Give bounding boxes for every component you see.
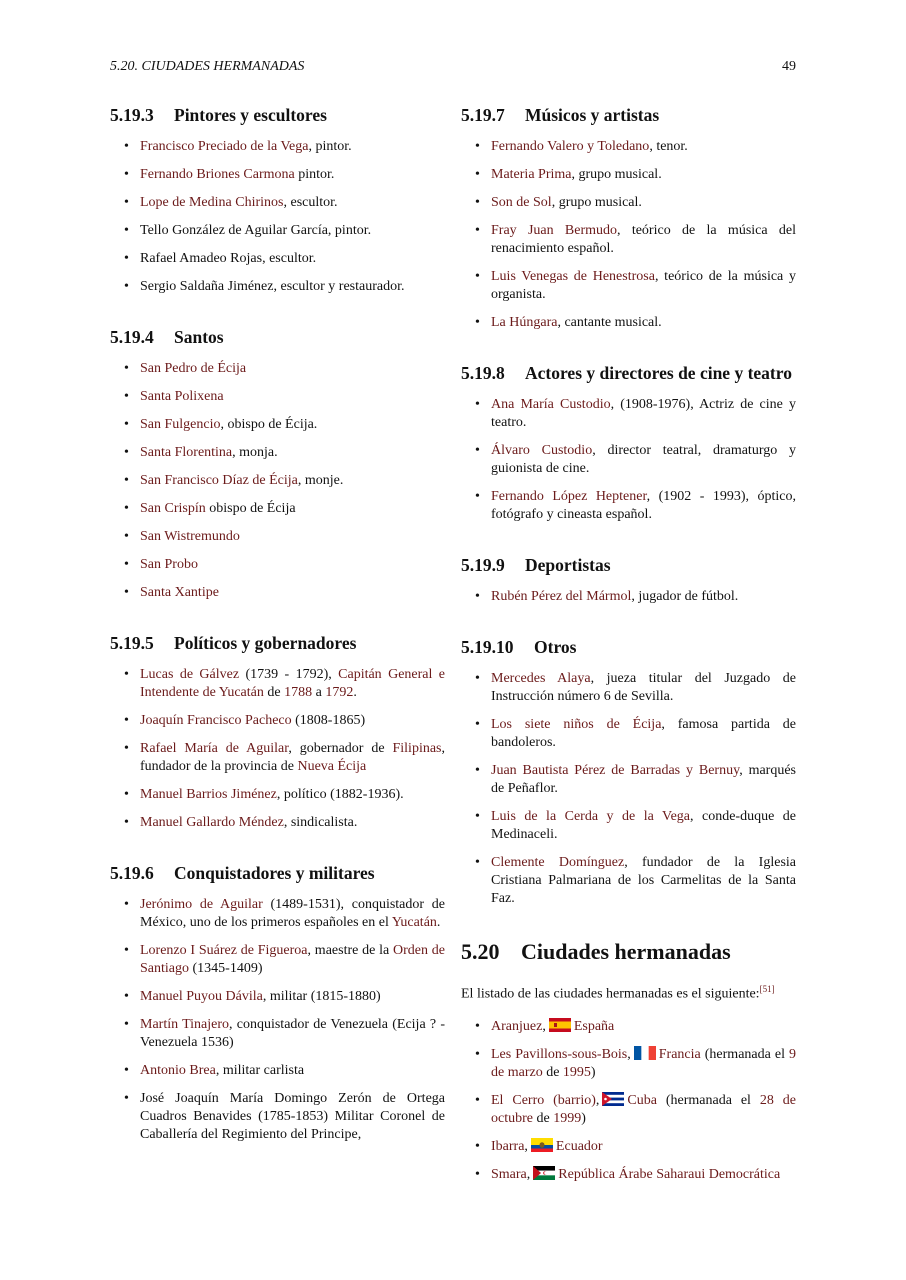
list-item: • Manuel Barrios Jiménez, político (1882-1936).: [110, 786, 445, 804]
section-heading: 5.19.4 Santos: [110, 327, 224, 347]
actors-list: [461, 396, 796, 524]
person-link[interactable]: San Pedro de Écija: [140, 361, 247, 376]
twin-cities-list: [461, 1018, 796, 1184]
running-header: [110, 59, 796, 75]
section-heading: 5.19.7 Músicos y artistas: [461, 105, 660, 125]
person-link[interactable]: Joaquín Francisco Pacheco: [140, 713, 292, 728]
list-item: • Joaquín Francisco Pacheco (1808-1865): [110, 712, 445, 730]
ecuador-flag-icon: [531, 1138, 553, 1152]
list-item: • San Crispín obispo de Écija: [110, 500, 445, 518]
list-item: [110, 528, 445, 546]
section-heading: 5.19.3 Pintores y escultores: [110, 105, 327, 125]
city-link[interactable]: Smara: [491, 1166, 527, 1182]
person-link[interactable]: Ana María Custodio: [491, 397, 611, 412]
person-link[interactable]: Fernando López Heptener: [491, 489, 647, 504]
place-link[interactable]: Filipinas: [392, 741, 442, 756]
list-item: • Santa Florentina, monja.: [110, 444, 445, 462]
person-link[interactable]: Fray Juan Bermudo: [491, 223, 618, 238]
person-link[interactable]: Manuel Barrios Jiménez: [140, 787, 277, 802]
list-item: • José Joaquín María Domingo Zerón de Ortega Cuadros Benavides (1785-1853) Militar Coronel de Caballería del Regimiento del Principe,: [110, 1090, 445, 1144]
person-link[interactable]: San Fulgencio: [140, 417, 221, 432]
right-column: [461, 104, 796, 1194]
person-link[interactable]: Antonio Brea: [140, 1063, 216, 1078]
list-item: • San Fulgencio, obispo de Écija.: [110, 416, 445, 434]
person-link[interactable]: Santa Xantipe: [140, 585, 219, 600]
order-link[interactable]: Orden de Santiago: [140, 943, 446, 976]
city-link[interactable]: Aranjuez: [491, 1018, 543, 1034]
list-item: • Juan Bautista Pérez de Barradas y Bernuy, marqués de Peñaflor.: [461, 762, 796, 798]
list-item: • Rubén Pérez del Mármol, jugador de fútbol.: [461, 588, 796, 606]
sahrawi-flag-icon: [533, 1166, 555, 1180]
list-item: [110, 556, 445, 574]
place-link[interactable]: Yucatán: [391, 915, 437, 930]
politicians-list: [110, 666, 445, 832]
list-item: • Los siete niños de Écija, famosa partida de bandoleros.: [461, 716, 796, 752]
person-link[interactable]: San Probo: [140, 557, 198, 572]
list-item: • El Cerro (barrio), Cuba (hermanada el 28 de octubre de 1999): [461, 1092, 796, 1128]
title-link[interactable]: Capitán General e Intendente de Yucatán: [140, 667, 445, 700]
person-link[interactable]: San Francisco Díaz de Écija: [140, 473, 298, 488]
sports-list: [461, 588, 796, 606]
spain-flag-icon: [549, 1018, 571, 1032]
date-link[interactable]: 28 de octubre: [491, 1092, 796, 1126]
france-flag-icon: [634, 1046, 656, 1060]
city-link[interactable]: Les Pavillons-sous-Bois: [491, 1046, 628, 1062]
list-item: • Jerónimo de Aguilar (1489-1531), conquistador de México, uno de los primeros españoles en el Yucatán.: [110, 896, 445, 932]
group-link[interactable]: Son de Sol: [491, 195, 552, 210]
list-item: • San Francisco Díaz de Écija, monje.: [110, 472, 445, 490]
person-link[interactable]: San Crispín: [140, 501, 206, 516]
conquistadors-list: [110, 896, 445, 1144]
list-item: • Manuel Puyou Dávila, militar (1815-1880): [110, 988, 445, 1006]
person-link[interactable]: Luis Venegas de Henestrosa: [491, 269, 655, 284]
year-link[interactable]: 1995: [562, 1064, 591, 1080]
person-link[interactable]: Luis de la Cerda y de la Vega: [491, 809, 691, 824]
left-column: [110, 104, 445, 1174]
list-item: • Tello González de Aguilar García, pintor.: [110, 222, 445, 240]
others-list: [461, 670, 796, 908]
list-item: • Luis Venegas de Henestrosa, teórico de la música y organista.: [461, 268, 796, 304]
section-heading: 5.19.10 Otros: [461, 637, 577, 657]
intro-paragraph: El listado de las ciudades hermanadas es el siguiente:[51]: [461, 984, 775, 1002]
list-item: • Manuel Gallardo Méndez, sindicalista.: [110, 814, 445, 832]
list-item: • Smara, República Árabe Saharaui Democrática: [461, 1166, 796, 1184]
city-link[interactable]: El Cerro (barrio): [491, 1092, 596, 1108]
list-item: • La Húngara, cantante musical.: [461, 314, 796, 332]
place-link[interactable]: Nueva Écija: [297, 759, 367, 774]
year-link[interactable]: 1788: [284, 685, 313, 700]
country-link[interactable]: España: [573, 1018, 615, 1034]
list-item: [110, 388, 445, 406]
citation-link[interactable]: [51]: [759, 984, 775, 994]
section-heading: 5.19.9 Deportistas: [461, 555, 611, 575]
person-link[interactable]: San Wistremundo: [140, 529, 240, 544]
painters-list: [110, 138, 445, 296]
year-link[interactable]: 1792: [325, 685, 354, 700]
list-item: • Francisco Preciado de la Vega, pintor.: [110, 138, 445, 156]
list-item: • Luis de la Cerda y de la Vega, conde-duque de Medinaceli.: [461, 808, 796, 844]
person-link[interactable]: Álvaro Custodio: [491, 443, 593, 458]
list-item: [110, 584, 445, 602]
person-link[interactable]: La Húngara: [491, 315, 558, 330]
list-item: • Fernando Briones Carmona pintor.: [110, 166, 445, 184]
list-item: • Materia Prima, grupo musical.: [461, 166, 796, 184]
person-link[interactable]: Martín Tinajero: [140, 1017, 230, 1032]
person-link[interactable]: Rafael María de Aguilar: [140, 741, 289, 756]
section-heading: 5.19.5 Políticos y gobernadores: [110, 633, 357, 653]
country-link[interactable]: Francia: [658, 1046, 701, 1062]
list-item: • Antonio Brea, militar carlista: [110, 1062, 445, 1080]
date-link[interactable]: 9 de marzo: [491, 1046, 796, 1080]
person-link[interactable]: Lope de Medina Chirinos: [140, 195, 284, 210]
person-link[interactable]: Jerónimo de Aguilar: [140, 897, 263, 912]
cuba-flag-icon: [602, 1092, 624, 1106]
group-link[interactable]: Los siete niños de Écija: [491, 717, 662, 732]
section-heading: 5.19.8 Actores y directores de cine y teatro: [461, 363, 792, 383]
page-number: 49: [782, 59, 796, 74]
person-link[interactable]: Fernando Briones Carmona: [140, 167, 295, 182]
section-heading-major: 5.20 Ciudades hermanadas: [461, 939, 731, 964]
person-link[interactable]: Manuel Gallardo Méndez: [140, 815, 284, 830]
country-link[interactable]: Cuba: [627, 1092, 657, 1108]
list-item: • Les Pavillons-sous-Bois, Francia (hermanada el 9 de marzo de 1995): [461, 1046, 796, 1082]
list-item: • Álvaro Custodio, director teatral, dramaturgo y guionista de cine.: [461, 442, 796, 478]
person-link[interactable]: Francisco Preciado de la Vega: [140, 139, 309, 154]
list-item: • Ana María Custodio, (1908-1976), Actriz de cine y teatro.: [461, 396, 796, 432]
list-item: • Lorenzo I Suárez de Figueroa, maestre de la Orden de Santiago (1345-1409): [110, 942, 445, 978]
saints-list: [110, 360, 445, 602]
list-item: • Sergio Saldaña Jiménez, escultor y restaurador.: [110, 278, 445, 296]
person-link[interactable]: Santa Florentina: [140, 445, 233, 460]
person-link[interactable]: Clemente Domínguez: [491, 855, 625, 870]
person-link[interactable]: Manuel Puyou Dávila: [140, 989, 263, 1004]
list-item: • Ibarra, Ecuador: [461, 1138, 796, 1156]
list-item: • Fernando Valero y Toledano, tenor.: [461, 138, 796, 156]
list-item: • Lope de Medina Chirinos, escultor.: [110, 194, 445, 212]
list-item: • Clemente Domínguez, fundador de la Iglesia Cristiana Palmariana de los Carmelitas de la Santa Faz.: [461, 854, 796, 908]
list-item: • Son de Sol, grupo musical.: [461, 194, 796, 212]
person-link[interactable]: Mercedes Alaya: [491, 671, 591, 686]
year-link[interactable]: 1999: [553, 1110, 582, 1126]
list-item: • Mercedes Alaya, jueza titular del Juzgado de Instrucción número 6 de Sevilla.: [461, 670, 796, 706]
list-item: • Aranjuez, España: [461, 1018, 796, 1036]
running-title: 5.20. CIUDADES HERMANADAS: [110, 59, 305, 74]
person-link[interactable]: Fernando Valero y Toledano: [491, 139, 650, 154]
list-item: • Martín Tinajero, conquistador de Venezuela (Ecija ? - Venezuela 1536): [110, 1016, 445, 1052]
musicians-list: [461, 138, 796, 332]
country-link[interactable]: Ecuador: [555, 1138, 603, 1154]
list-item: [110, 360, 445, 378]
section-heading: 5.19.6 Conquistadores y militares: [110, 863, 375, 883]
list-item: • Rafael María de Aguilar, gobernador de Filipinas, fundador de la provincia de Nueva Écija: [110, 740, 445, 776]
list-item: • Fray Juan Bermudo, teórico de la música del renacimiento español.: [461, 222, 796, 258]
country-link[interactable]: República Árabe Saharaui Democrática: [558, 1166, 781, 1182]
group-link[interactable]: Materia Prima: [491, 167, 572, 182]
person-link[interactable]: Lorenzo I Suárez de Figueroa: [140, 943, 308, 958]
city-link[interactable]: Ibarra: [491, 1138, 525, 1154]
list-item: • Fernando López Heptener, (1902 - 1993), óptico, fotógrafo y cineasta español.: [461, 488, 796, 524]
person-link[interactable]: Lucas de Gálvez: [140, 667, 240, 682]
list-item: • Lucas de Gálvez (1739 - 1792), Capitán General e Intendente de Yucatán de 1788 a 1792.: [110, 666, 445, 702]
person-link[interactable]: Juan Bautista Pérez de Barradas y Bernuy: [491, 763, 740, 778]
list-item: • Rafael Amadeo Rojas, escultor.: [110, 250, 445, 268]
person-link[interactable]: Rubén Pérez del Mármol: [491, 589, 632, 604]
person-link[interactable]: Santa Polixena: [140, 389, 224, 404]
